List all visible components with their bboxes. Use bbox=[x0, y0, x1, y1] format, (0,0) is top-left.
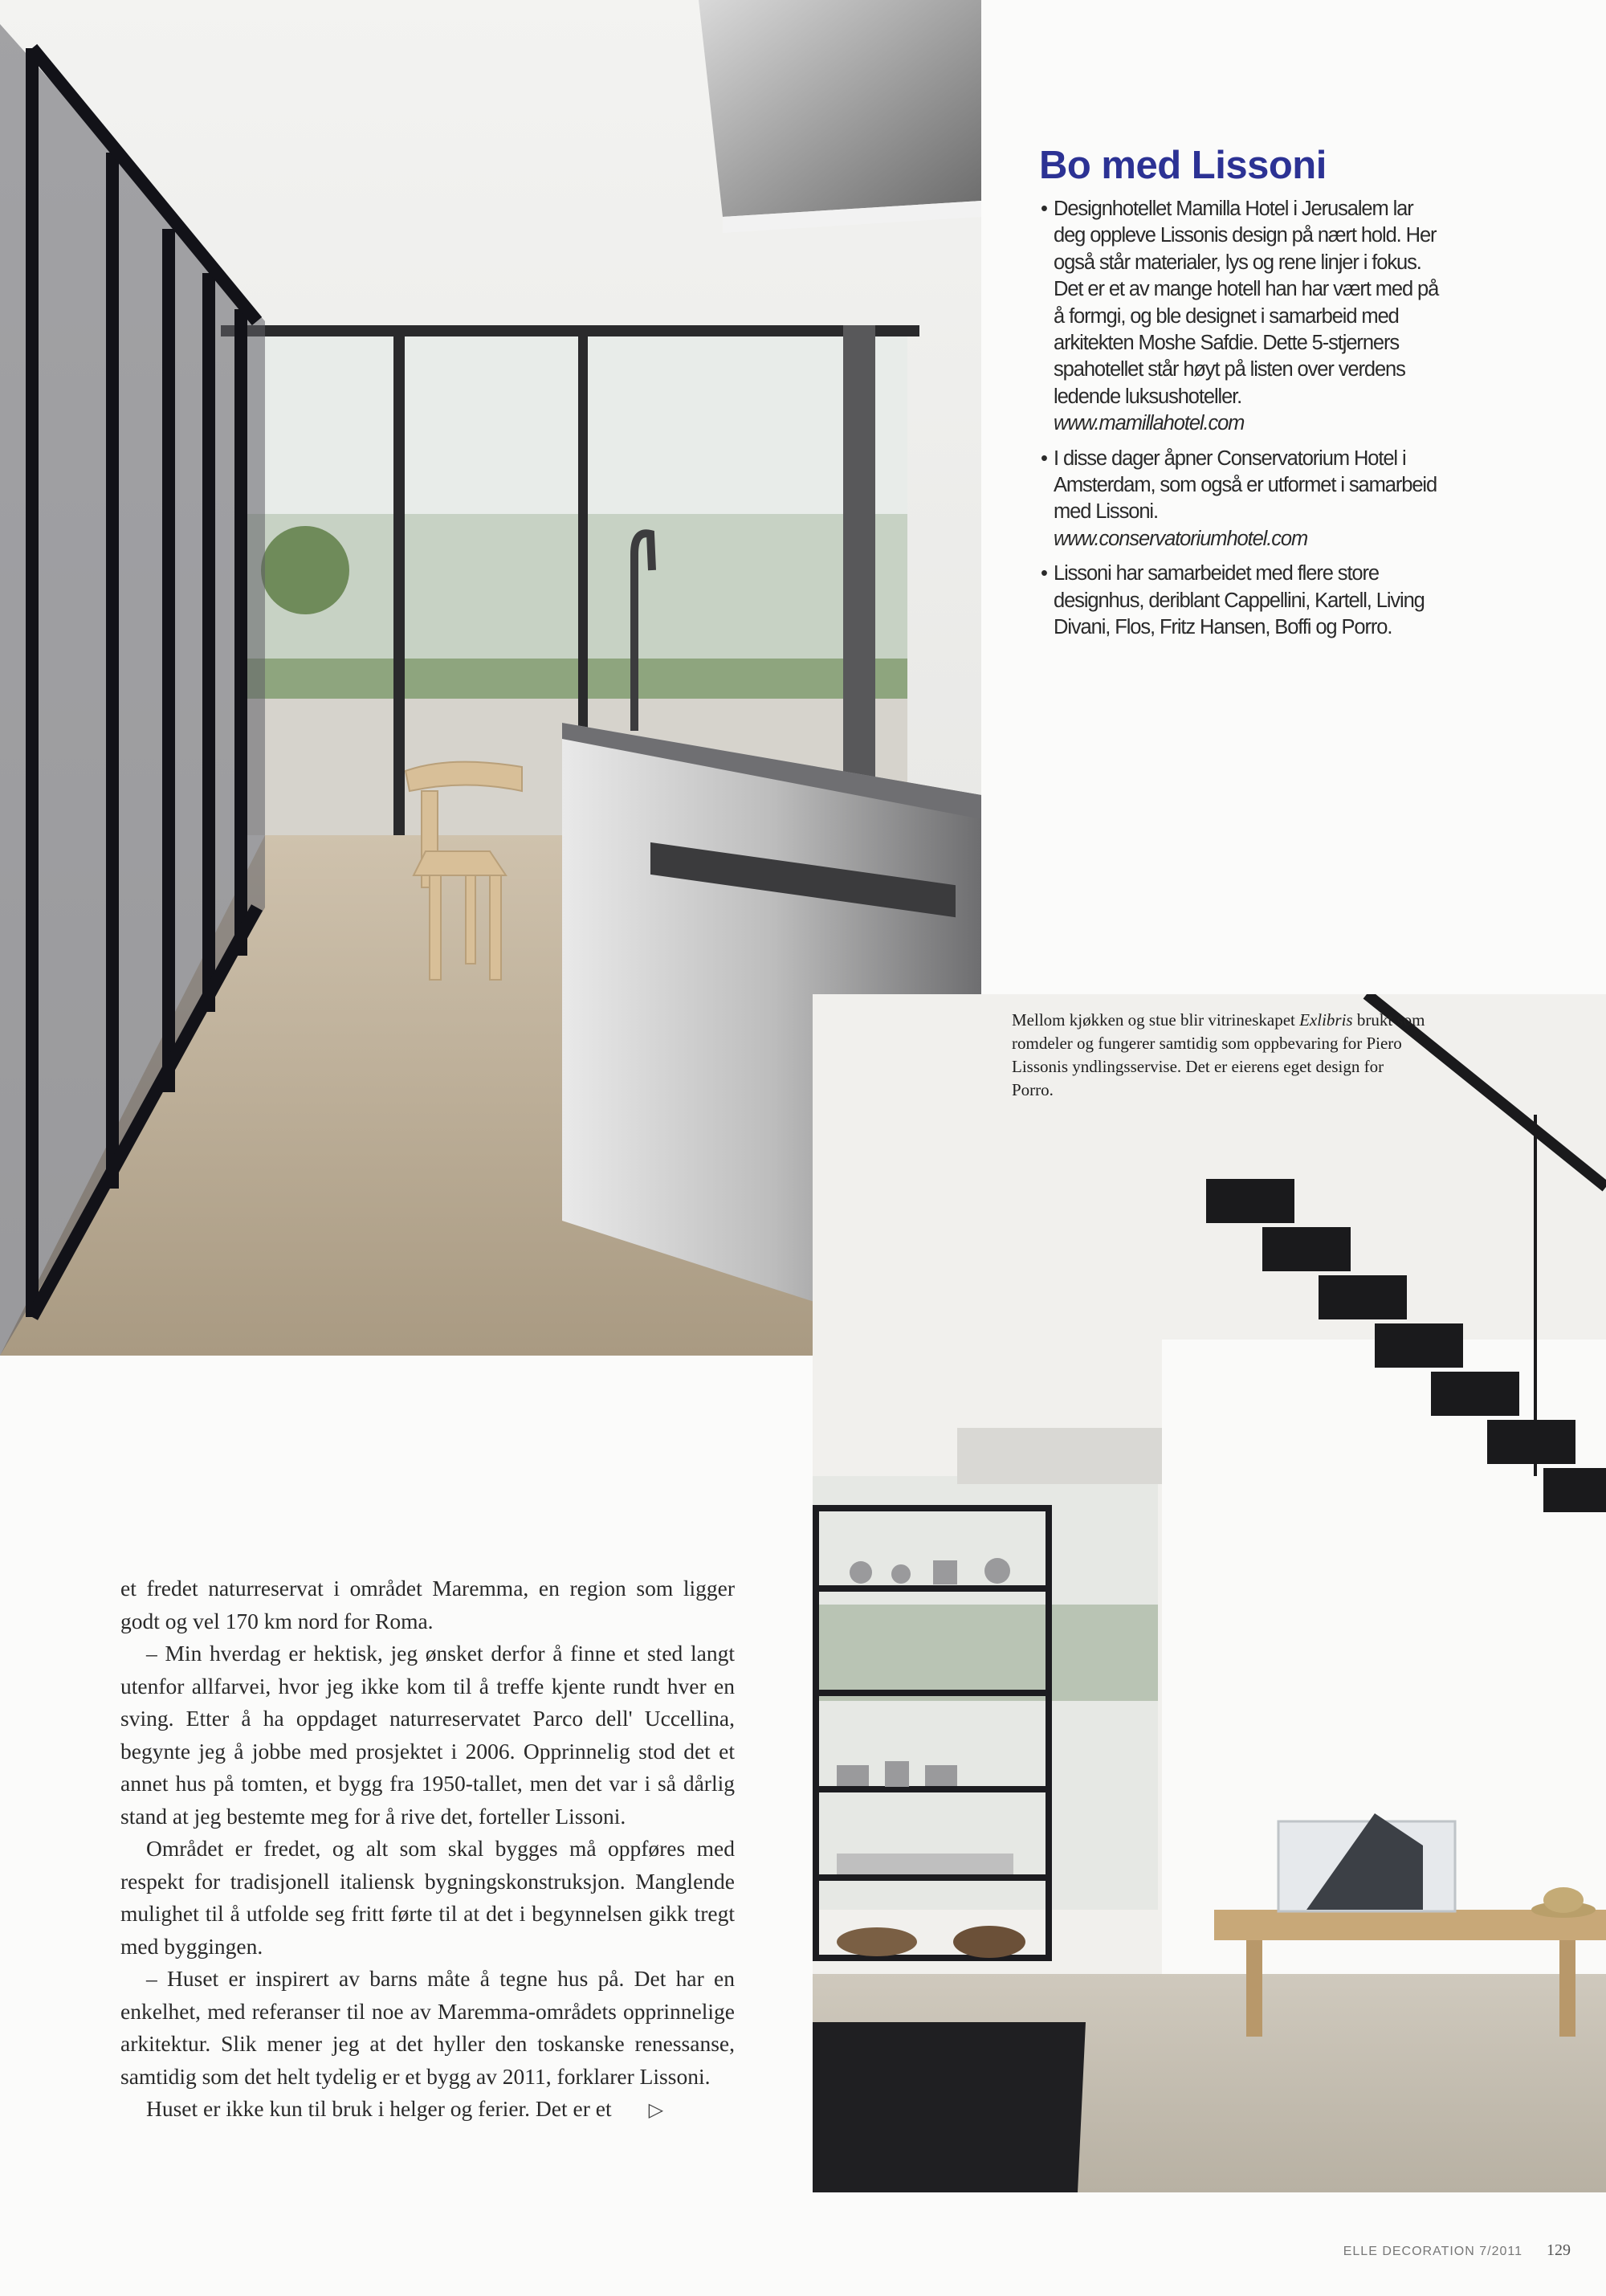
publication-name: ELLE DECORATION 7/2011 bbox=[1343, 2245, 1522, 2258]
body-paragraph-last bbox=[120, 2093, 735, 2127]
sidebar-item-collaborations bbox=[1041, 561, 1442, 641]
page-footer bbox=[1343, 2241, 1571, 2260]
body-paragraph: Området er fredet, og alt som skal bygges må oppføres med respekt for tradisjonell italiensk bygningskonstruksjon. Manglende mulighet til å utfolde seg fritt førte til at det i begynnelsen gikk tregt med byggingen. bbox=[120, 1836, 735, 1959]
continue-arrow-icon: ▷ bbox=[648, 2100, 664, 2121]
body-paragraph: – Min hverdag er hektisk, jeg ønsket derfor å finne et sted langt utenfor allfarvei, hvor jeg ikke kom til å treffe kjente rundt hver en sving. Etter å ha oppdaget naturreservatet Parco dell' Uccellina, begynte jeg å jobbe med prosjektet i 2006. Opprinnelig stod det et annet hus på tomten, et bygg fra 1950-tallet, men det var i så dårlig stand at jeg bestemte meg for å rive det, forteller Lissoni. bbox=[120, 1641, 735, 1829]
bullet-icon: • bbox=[1041, 447, 1047, 470]
caption-product-name: Exlibris bbox=[1299, 1010, 1353, 1030]
body-paragraph: et fredet naturreservat i området Maremma, en region som ligger godt og vel 170 km nord for Roma. bbox=[120, 1576, 735, 1633]
body-paragraph-text: Huset er ikke kun til bruk i helger og ferier. Det er et bbox=[146, 2096, 612, 2121]
sidebar-item-conservatorium bbox=[1041, 446, 1442, 553]
sidebar bbox=[1041, 143, 1442, 650]
photo-caption bbox=[1012, 1009, 1429, 1102]
sidebar-item-mamilla bbox=[1041, 196, 1442, 438]
article-body bbox=[120, 1572, 735, 2127]
caption-text-end: brukt som romdeler og fungerer samtidig som oppbevaring for Piero Lissonis yndlingsservise. Det er eierens eget design for Porro. bbox=[1012, 1010, 1425, 1099]
sidebar-item-text: Designhotellet Mamilla Hotel i Jerusalem lar deg oppleve Lissonis design på nært hold. Her også står materialer, lys og rene linjer i fokus. Det er et av mange hotell han har vært med på å formgi, og ble designet i samarbeid med arkitekten Moshe Safdie. Dette 5-stjerners spahotellet står høyt på listen over verdens ledende luksushoteller. bbox=[1054, 198, 1439, 408]
sidebar-title: Bo med Lissoni bbox=[1039, 144, 1327, 187]
sidebar-link-mamilla[interactable]: www.mamillahotel.com bbox=[1054, 412, 1245, 435]
body-paragraph: – Huset er inspirert av barns måte å tegne hus på. Det har en enkelhet, med referanser til noe av Maremma-områdets opprinnelige arkitektur. Slik mener jeg at det hyller den toskanske renessanse, samtidig som det helt tydelig er et bygg av 2011, forklarer Lissoni. bbox=[120, 1966, 735, 2089]
sidebar-item-text: I disse dager åpner Conservatorium Hotel i Amsterdam, som også er utformet i samarbeid med Lissoni. bbox=[1054, 447, 1437, 524]
caption-text-start: Mellom kjøkken og stue blir vitrineskapet bbox=[1012, 1010, 1300, 1030]
living-room-photo bbox=[813, 994, 1606, 2192]
page-number: 129 bbox=[1547, 2241, 1571, 2259]
bullet-icon: • bbox=[1041, 198, 1047, 220]
bullet-icon: • bbox=[1041, 562, 1047, 585]
sidebar-item-text: Lissoni har samarbeidet med flere store designhus, deriblant Cappellini, Kartell, Living Divani, Flos, Fritz Hansen, Boffi og Porro. bbox=[1054, 562, 1425, 639]
sidebar-link-conservatorium[interactable]: www.conservatoriumhotel.com bbox=[1054, 527, 1308, 550]
